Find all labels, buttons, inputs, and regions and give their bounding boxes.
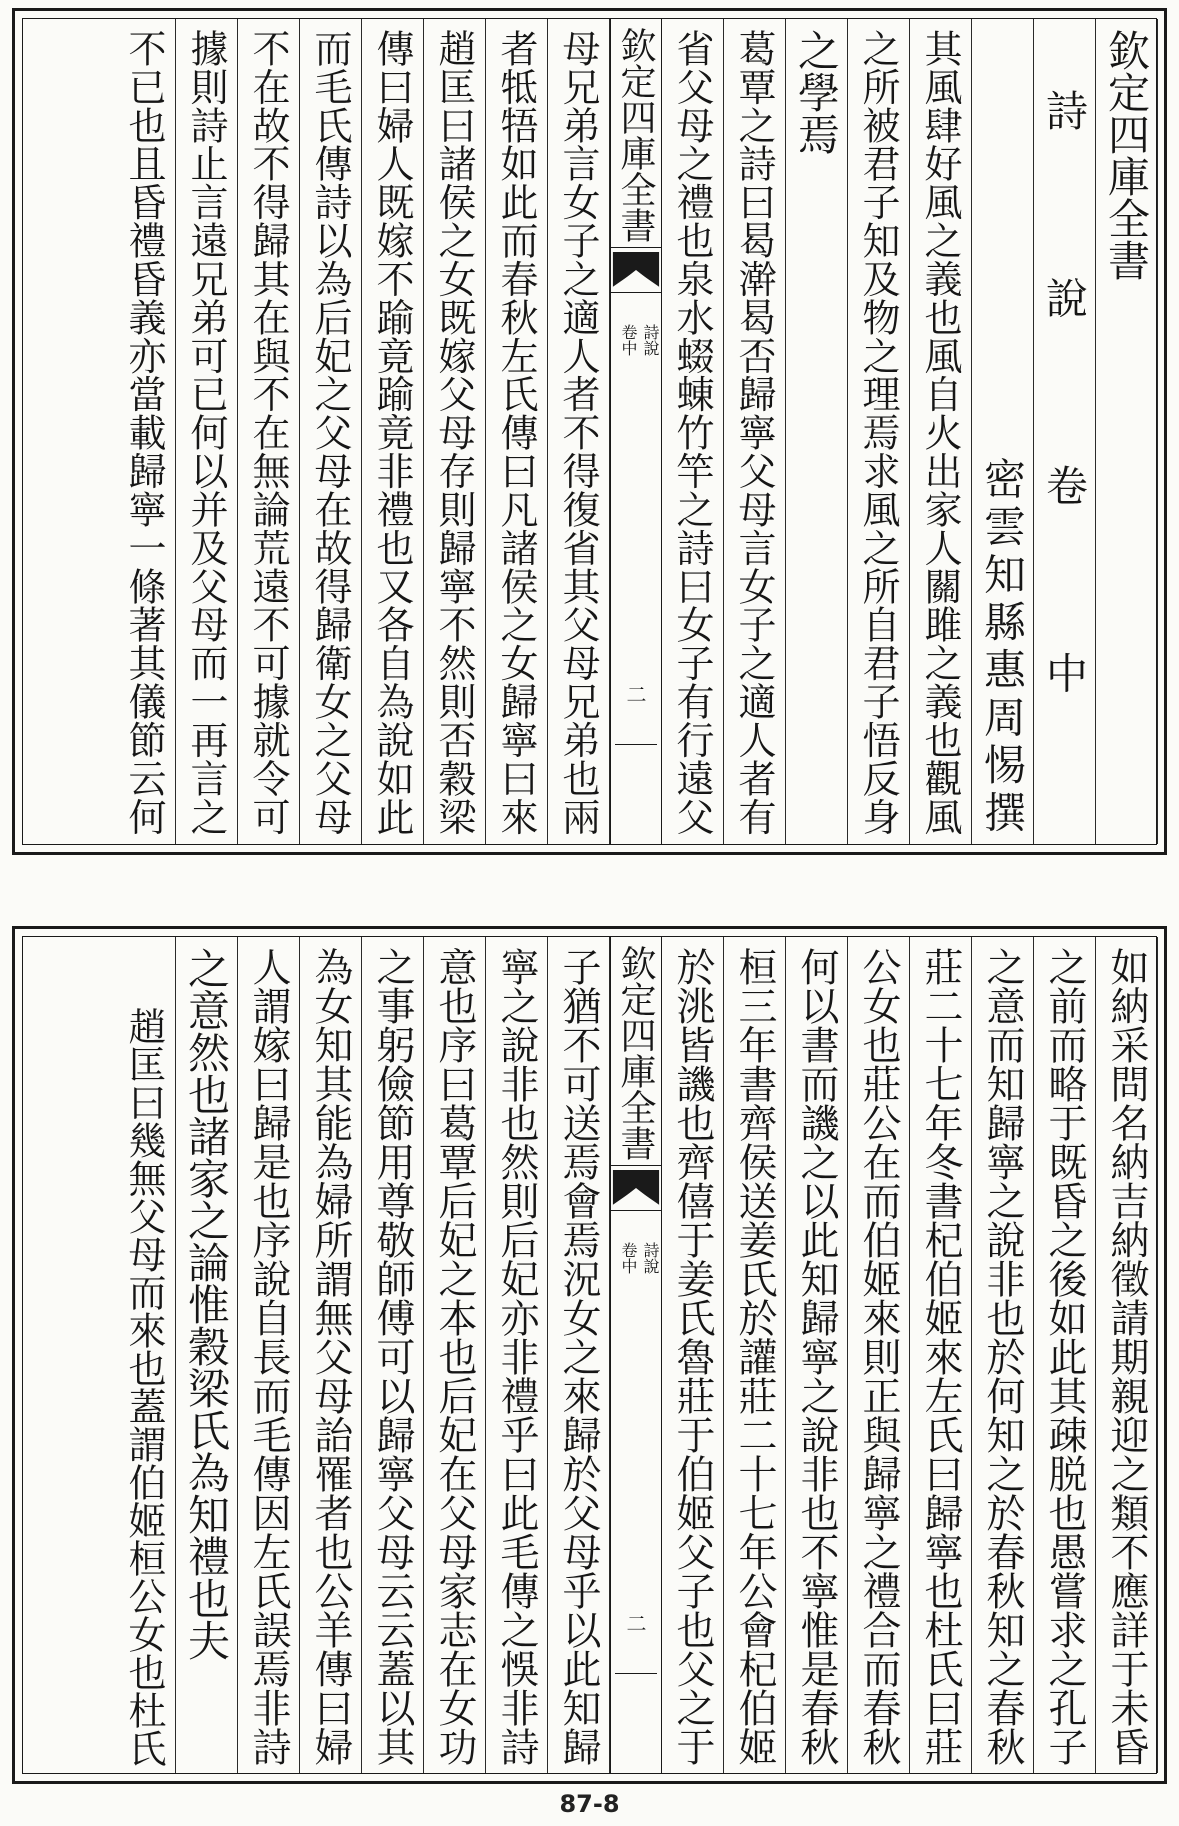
text-line: 據則詩止言遠兄弟可已何以并及父母而一再言之 <box>184 29 228 836</box>
text-line: 之意然也諸家之論惟穀梁氏為知禮也夫 <box>182 947 231 1661</box>
text-column <box>786 19 848 844</box>
text-line: 之事躬儉節用尊敬師傅可以歸寧父母云云蓋以其 <box>370 947 415 1766</box>
text-column <box>114 937 176 1773</box>
text-column <box>300 937 362 1773</box>
text-line: 莊二十七年冬書杞伯姬來左氏曰歸寧也杜氏曰莊 <box>918 947 963 1766</box>
fish-tail-mark-icon <box>611 247 661 293</box>
centre-subtitle: 詩說 卷中 <box>619 324 660 356</box>
text-column <box>424 937 486 1773</box>
text-column <box>548 19 610 844</box>
text-column <box>486 19 548 844</box>
text-column <box>910 937 972 1773</box>
text-line: 子猶不可送焉會焉況女之來歸於父母乎以此知歸 <box>556 947 601 1766</box>
text-line: 者牴牾如此而春秋左氏傳曰凡諸侯之女歸寧曰來 <box>494 29 538 836</box>
text-line: 不在故不得歸其在與不在無論荒遠不可據就令可 <box>246 29 290 836</box>
text-column <box>176 937 238 1773</box>
text-column <box>424 19 486 844</box>
leaf-number: 二 <box>623 684 647 704</box>
centre-rule <box>615 1673 657 1674</box>
text-column <box>362 937 424 1773</box>
page-frame <box>22 936 1157 1774</box>
text-line: 之前而略于既昏之後如此其疎脱也愚嘗求之孔子 <box>1042 947 1087 1766</box>
text-column <box>848 19 910 844</box>
text-line: 於洮皆譏也齊僖于姜氏魯莊于伯姬父子也父之于 <box>670 947 715 1766</box>
text-line: 如納采問名納吉納徵請期親迎之類不應詳于未昏 <box>1104 947 1149 1766</box>
leaf-number: 二 <box>623 1613 647 1633</box>
text-line: 之意而知歸寧之說非也於何知之於春秋知之春秋 <box>980 947 1025 1766</box>
centre-title: 欽定四庫全書 <box>615 27 656 243</box>
text-line: 省父母之禮也泉水蝃蝀竹竿之詩曰女子有行遠父 <box>670 29 714 836</box>
text-column <box>786 937 848 1773</box>
text-column <box>724 19 786 844</box>
text-column <box>1096 937 1158 1773</box>
text-column <box>176 19 238 844</box>
text-line: 為女知其能為婦所謂無父母詒罹者也公羊傳曰婦 <box>308 947 353 1766</box>
fish-tail-mark-icon <box>611 1165 661 1211</box>
centre-strip <box>610 937 662 1773</box>
text-line: 趙匡曰諸侯之女既嫁父母存則歸寧不然則否穀梁 <box>432 29 476 836</box>
text-column <box>486 937 548 1773</box>
page-frame <box>22 18 1157 845</box>
centre-title: 欽定四庫全書 <box>615 945 656 1161</box>
text-column <box>1034 937 1096 1773</box>
text-column <box>662 937 724 1773</box>
text-column <box>238 19 300 844</box>
indented-line: 趙匡曰幾無父母而來也蓋謂伯姬桓公女也杜氏 <box>122 1007 166 1767</box>
text-line: 人謂嫁曰歸是也序說自長而毛傳因左氏誤焉非詩 <box>246 947 291 1766</box>
text-line: 之所被君子知及物之理焉求風之所自君子悟反身 <box>856 29 900 836</box>
text-line: 桓三年書齊侯送姜氏於讙莊二十七年公會杞伯姬 <box>732 947 777 1766</box>
text-column <box>724 937 786 1773</box>
text-line: 葛覃之詩曰曷澣曷否歸寧父母言女子之適人者有 <box>732 29 776 836</box>
centre-rule <box>615 744 657 745</box>
text-column <box>662 19 724 844</box>
text-line: 傳曰婦人既嫁不踰竟踰竟非禮也又各自為說如此 <box>370 29 414 836</box>
text-column <box>972 937 1034 1773</box>
text-line: 之學焉 <box>792 29 841 155</box>
page-bottom <box>12 926 1167 1784</box>
centre-strip <box>610 19 662 844</box>
text-column <box>1096 19 1158 844</box>
text-line: 其風肆好風之義也風自火出家人關雎之義也觀風 <box>918 29 962 836</box>
text-column <box>362 19 424 844</box>
text-line: 意也序曰葛覃后妃之本也后妃在父母家志在女功 <box>432 947 477 1766</box>
text-line: 寧之說非也然則后妃亦非禮乎曰此毛傳之悞非詩 <box>494 947 539 1766</box>
text-column <box>114 19 176 844</box>
text-column <box>848 937 910 1773</box>
text-line: 不已也且昏禮昏義亦當載歸寧一條著其儀節云何 <box>122 29 166 836</box>
text-column <box>300 19 362 844</box>
indented-line: 詩說卷中 <box>1040 89 1089 840</box>
text-line: 母兄弟言女子之適人者不得復省其父母兄弟也兩 <box>556 29 600 836</box>
author-line: 密雲知縣惠周惕撰 <box>978 457 1027 839</box>
page-number-footer: 87-8 <box>559 1790 620 1818</box>
text-line: 公女也莊公在而伯姬來則正與歸寧之禮合而春秋 <box>856 947 901 1766</box>
text-line: 欽定四庫全書 <box>1102 29 1151 281</box>
text-line: 而毛氏傳詩以為后妃之父母在故得歸衛女之父母 <box>308 29 352 836</box>
text-column <box>972 19 1034 844</box>
text-column <box>238 937 300 1773</box>
centre-subtitle: 詩說 卷中 <box>619 1242 660 1274</box>
text-column <box>548 937 610 1773</box>
text-column <box>1034 19 1096 844</box>
text-column <box>910 19 972 844</box>
page-top <box>12 8 1167 855</box>
text-line: 何以書而譏之以此知歸寧之說非也不寧惟是春秋 <box>794 947 839 1766</box>
